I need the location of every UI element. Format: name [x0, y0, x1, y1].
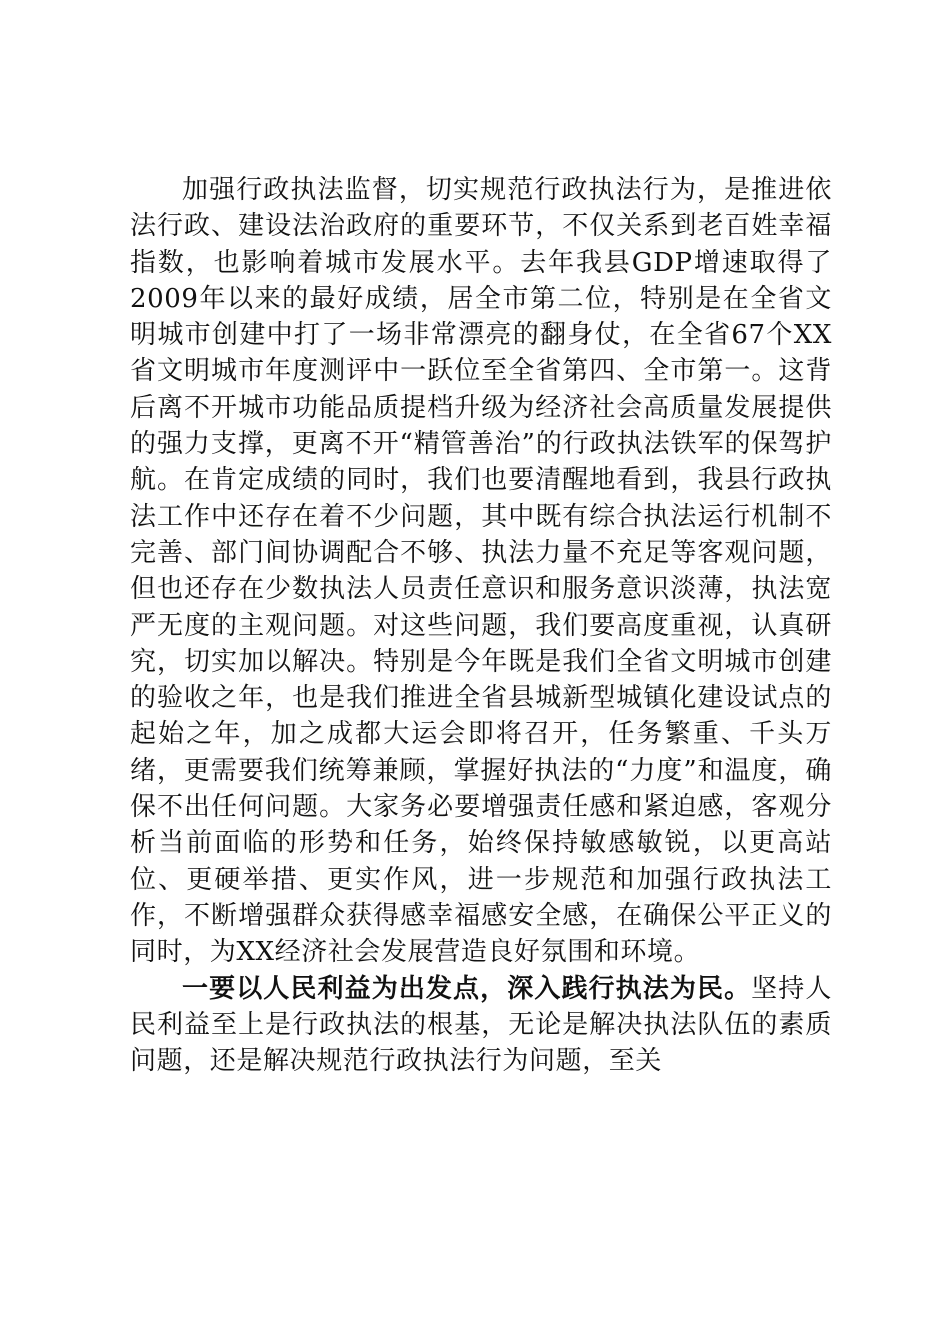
paragraph-1: [130, 172, 832, 971]
paragraph-2: [130, 971, 832, 1080]
paragraph-2-lead: 一要以人民利益为出发点，深入践行执法为民。: [182, 973, 752, 1004]
document-body: [130, 172, 832, 1079]
paragraph-2-text: 坚持人民利益至上是行政执法的根基，无论是解决执法队伍的素质问题，还是解决规范行政执法行为问题，至关: [130, 973, 832, 1077]
paragraph-1-text: 加强行政执法监督，切实规范行政执法行为，是推进依法行政、建设法治政府的重要环节，不仅关系到老百姓幸福指数，也影响着城市发展水平。去年我县GDP增速取得了2009年以来的最好成绩，居全市第二位，特别是在全省文明城市创建中打了一场非常漂亮的翻身仗，在全省67个XX省文明城市年度测评中一跃位至全省第四、全市第一。这背后离不开城市功能品质提档升级为经济社会高质量发展提供的强力支撑，更离不开“精管善治”的行政执法铁军的保驾护航。在肯定成绩的同时，我们也要清醒地看到，我县行政执法工作中还存在着不少问题，其中既有综合执法运行机制不完善、部门间协调配合不够、执法力量不充足等客观问题，但也还存在少数执法人员责任意识和服务意识淡薄，执法宽严无度的主观问题。对这些问题，我们要高度重视，认真研究，切实加以解决。特别是今年既是我们全省文明城市创建的验收之年，也是我们推进全省县城新型城镇化建设试点的起始之年，加之成都大运会即将召开，任务繁重、千头万绪，更需要我们统筹兼顾，掌握好执法的“力度”和温度，确保不出任何问题。大家务必要增强责任感和紧迫感，客观分析当前面临的形势和任务，始终保持敏感敏锐，以更高站位、更硬举措、更实作风，进一步规范和加强行政执法工作，不断增强群众获得感幸福感安全感，在确保公平正义的同时，为XX经济社会发展营造良好氛围和环境。: [130, 175, 832, 968]
